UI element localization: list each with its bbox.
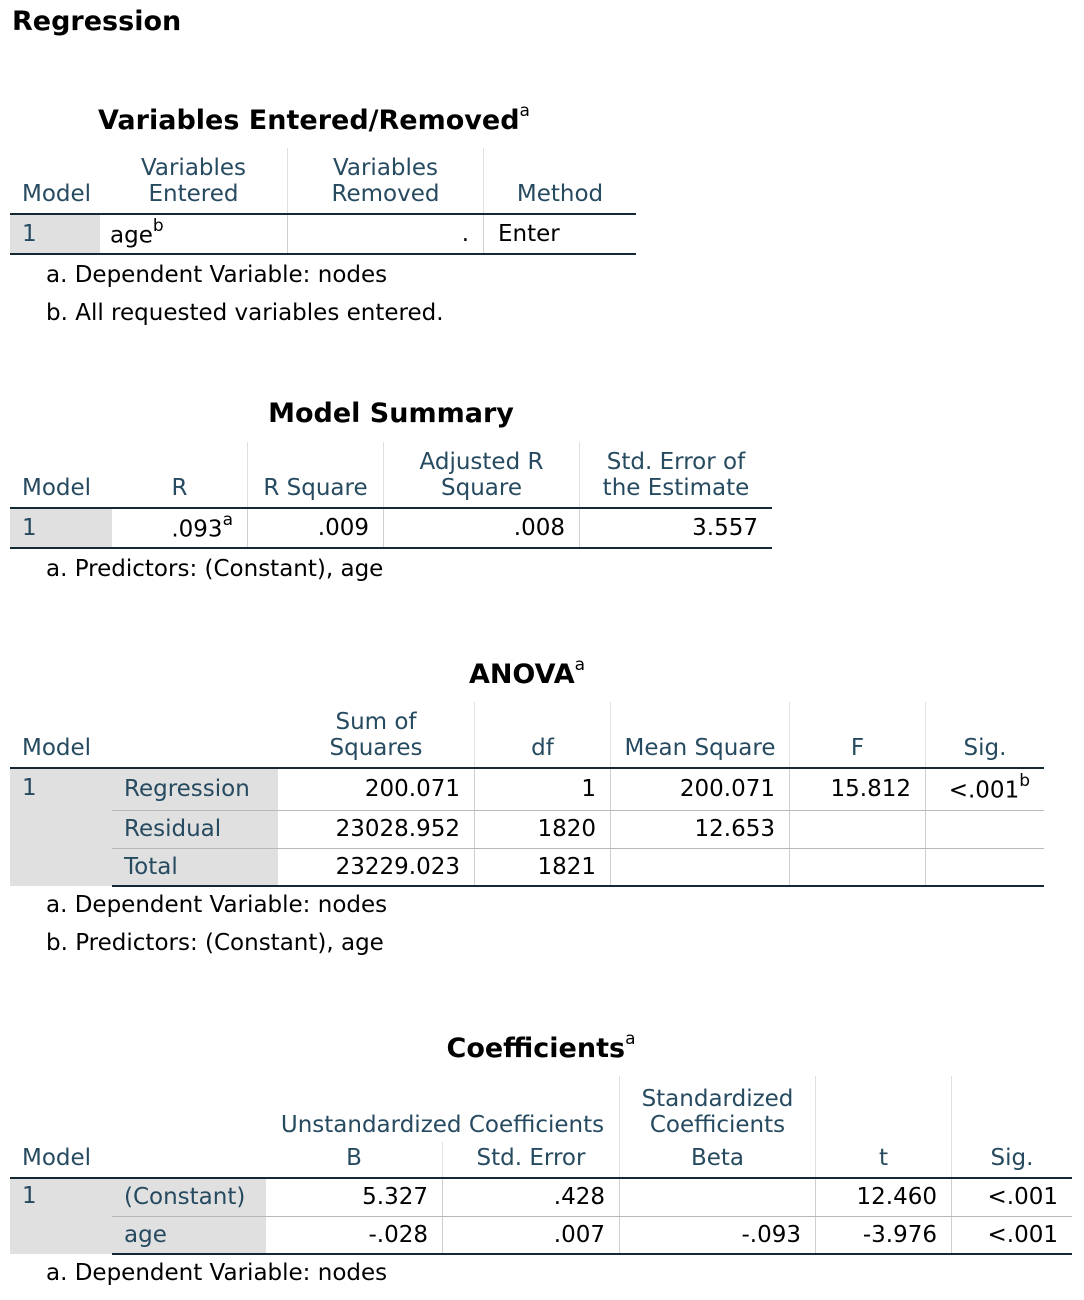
- col-header-model: Model: [10, 702, 112, 768]
- col-header-row-label: [112, 702, 278, 768]
- table-row: [10, 1216, 1072, 1254]
- cell-mean-square: 12.653: [611, 810, 790, 848]
- col-header-r-square: R Square: [248, 442, 384, 508]
- cell-f: [790, 810, 926, 848]
- cell-std-error: .007: [443, 1216, 620, 1254]
- cell-r-square: .009: [248, 508, 384, 548]
- row-header-total: Total: [112, 848, 278, 886]
- col-header-df: df: [475, 702, 611, 768]
- model-summary-table: [10, 442, 772, 549]
- table-row: [10, 1178, 1072, 1216]
- cell-t: 12.460: [816, 1178, 952, 1216]
- cell-sig: <.001: [952, 1216, 1073, 1254]
- cell-removed: .: [288, 214, 484, 254]
- footnote: b. Predictors: (Constant), age: [46, 930, 384, 956]
- col-header-row-label: [112, 1076, 266, 1178]
- col-header-variables-entered: Variables Entered: [100, 148, 288, 214]
- cell-method: Enter: [484, 214, 637, 254]
- cell-sum-of-squares: 23028.952: [278, 810, 475, 848]
- cell-sum-of-squares: 23229.023: [278, 848, 475, 886]
- cell-f: 15.812: [790, 768, 926, 810]
- footnote: a. Dependent Variable: nodes: [46, 1260, 388, 1286]
- col-header-std-error: Std. Error: [443, 1142, 620, 1178]
- cell-std-error: 3.557: [580, 508, 773, 548]
- cell-r: .093$^a$: [112, 508, 248, 548]
- col-header-sum-of-squares: Sum of Squares: [278, 702, 475, 768]
- table-row: [10, 768, 1044, 810]
- col-header-model: Model: [10, 442, 112, 508]
- cell-sig: [926, 848, 1045, 886]
- row-header-model: 1: [10, 214, 100, 254]
- row-header-regression: Regression: [112, 768, 278, 810]
- cell-mean-square: 200.071: [611, 768, 790, 810]
- coefficients-title: Coefficients$^a$: [446, 1029, 636, 1064]
- footnote: a. Dependent Variable: nodes: [46, 262, 388, 288]
- table-row: [10, 214, 636, 254]
- cell-b: -.028: [266, 1216, 443, 1254]
- col-header-method: Method: [484, 148, 637, 214]
- cell-t: -3.976: [816, 1216, 952, 1254]
- model-summary-title: Model Summary: [268, 398, 514, 429]
- cell-df: 1: [475, 768, 611, 810]
- col-header-sig: Sig.: [926, 702, 1045, 768]
- cell-sig: <.001: [952, 1178, 1073, 1216]
- footnote: a. Dependent Variable: nodes: [46, 892, 388, 918]
- anova-title: ANOVA$^a$: [468, 655, 586, 690]
- coefficients-table: [10, 1076, 1072, 1255]
- col-header-standardized: Standardized Coefficients: [620, 1076, 816, 1142]
- cell-entered: age$^b$: [100, 214, 288, 254]
- col-header-beta: Beta: [620, 1142, 816, 1178]
- row-header-model: 1: [10, 508, 112, 548]
- anova-table: [10, 702, 1044, 887]
- row-header-constant: (Constant): [112, 1178, 266, 1216]
- cell-std-error: .428: [443, 1178, 620, 1216]
- row-header-residual: Residual: [112, 810, 278, 848]
- row-header-model: 1: [10, 1178, 112, 1254]
- cell-beta: -.093: [620, 1216, 816, 1254]
- col-header-sig: Sig.: [952, 1076, 1073, 1178]
- col-header-t: t: [816, 1076, 952, 1178]
- footnote: b. All requested variables entered.: [46, 300, 444, 326]
- cell-sig: <.001$^b$: [926, 768, 1045, 810]
- row-header-model: 1: [10, 768, 112, 886]
- variables-entered-table: [10, 148, 636, 255]
- col-header-mean-square: Mean Square: [611, 702, 790, 768]
- page-heading: Regression: [12, 6, 182, 37]
- col-header-variables-removed: Variables Removed: [288, 148, 484, 214]
- col-header-f: F: [790, 702, 926, 768]
- cell-b: 5.327: [266, 1178, 443, 1216]
- cell-df: 1820: [475, 810, 611, 848]
- cell-sig: [926, 810, 1045, 848]
- cell-mean-square: [611, 848, 790, 886]
- table-row: [10, 810, 1044, 848]
- cell-f: [790, 848, 926, 886]
- col-header-adjusted-r-square: Adjusted R Square: [384, 442, 580, 508]
- col-header-model: Model: [10, 148, 100, 214]
- cell-df: 1821: [475, 848, 611, 886]
- variables-table-title: Variables Entered/Removed$^a$: [98, 101, 530, 136]
- cell-beta: [620, 1178, 816, 1216]
- col-header-std-error-estimate: Std. Error of the Estimate: [580, 442, 773, 508]
- cell-adjusted-r-square: .008: [384, 508, 580, 548]
- cell-sum-of-squares: 200.071: [278, 768, 475, 810]
- table-row: [10, 848, 1044, 886]
- row-header-age: age: [112, 1216, 266, 1254]
- col-header-b: B: [266, 1142, 443, 1178]
- col-header-r: R: [112, 442, 248, 508]
- col-header-model: Model: [10, 1076, 112, 1178]
- footnote: a. Predictors: (Constant), age: [46, 556, 384, 582]
- col-header-unstandardized: Unstandardized Coefficients: [280, 1112, 605, 1138]
- table-row: [10, 508, 772, 548]
